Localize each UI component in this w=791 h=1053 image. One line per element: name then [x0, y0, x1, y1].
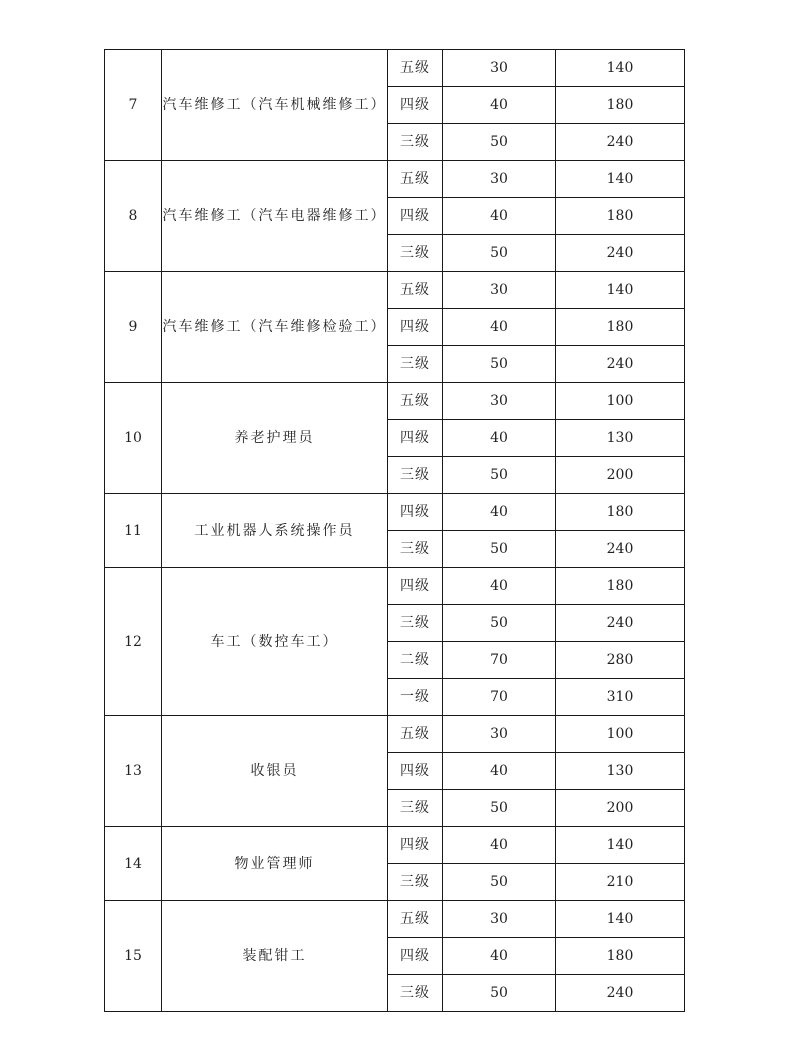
- table-row: [105, 716, 685, 753]
- value-b: 140: [556, 827, 685, 864]
- value-b: 180: [556, 568, 685, 605]
- value-a: 30: [443, 901, 556, 938]
- value-a: 50: [443, 790, 556, 827]
- value-b: 140: [556, 50, 685, 87]
- value-b: 200: [556, 790, 685, 827]
- table-row: [105, 383, 685, 420]
- value-b: 240: [556, 235, 685, 272]
- value-a: 40: [443, 568, 556, 605]
- value-a: 50: [443, 124, 556, 161]
- occupation-name: 汽车维修工（汽车维修检验工）: [162, 272, 388, 383]
- skill-level: 五级: [388, 272, 443, 309]
- skill-level: 三级: [388, 975, 443, 1012]
- table-body: [105, 50, 685, 1012]
- value-a: 50: [443, 457, 556, 494]
- value-a: 50: [443, 531, 556, 568]
- value-a: 70: [443, 642, 556, 679]
- occupation-name: 养老护理员: [162, 383, 388, 494]
- skill-level: 三级: [388, 346, 443, 383]
- skill-level: 三级: [388, 235, 443, 272]
- value-a: 30: [443, 50, 556, 87]
- value-b: 130: [556, 420, 685, 457]
- skill-level: 二级: [388, 642, 443, 679]
- occupation-name: 物业管理师: [162, 827, 388, 901]
- skill-level: 一级: [388, 679, 443, 716]
- occupation-name: 车工（数控车工）: [162, 568, 388, 716]
- skill-level: 五级: [388, 161, 443, 198]
- table-row: [105, 50, 685, 87]
- value-b: 140: [556, 901, 685, 938]
- occupation-name: 工业机器人系统操作员: [162, 494, 388, 568]
- skill-level: 五级: [388, 50, 443, 87]
- table-row: [105, 161, 685, 198]
- table-row: [105, 272, 685, 309]
- item-number: 15: [105, 901, 162, 1012]
- skill-level: 五级: [388, 383, 443, 420]
- value-b: 140: [556, 272, 685, 309]
- occupation-name: 装配钳工: [162, 901, 388, 1012]
- value-a: 40: [443, 753, 556, 790]
- skill-level: 四级: [388, 309, 443, 346]
- value-b: 240: [556, 975, 685, 1012]
- value-a: 40: [443, 198, 556, 235]
- skill-level: 四级: [388, 938, 443, 975]
- occupation-name: 汽车维修工（汽车电器维修工）: [162, 161, 388, 272]
- item-number: 11: [105, 494, 162, 568]
- skill-level: 五级: [388, 716, 443, 753]
- skill-level: 四级: [388, 87, 443, 124]
- skill-level: 三级: [388, 531, 443, 568]
- fee-table: [104, 49, 685, 1012]
- item-number: 7: [105, 50, 162, 161]
- value-b: 180: [556, 938, 685, 975]
- item-number: 10: [105, 383, 162, 494]
- skill-level: 三级: [388, 124, 443, 161]
- value-b: 240: [556, 605, 685, 642]
- value-a: 50: [443, 346, 556, 383]
- value-a: 70: [443, 679, 556, 716]
- occupation-name: 收银员: [162, 716, 388, 827]
- skill-level: 四级: [388, 568, 443, 605]
- value-b: 280: [556, 642, 685, 679]
- skill-level: 四级: [388, 753, 443, 790]
- value-a: 30: [443, 272, 556, 309]
- value-b: 180: [556, 198, 685, 235]
- skill-level: 四级: [388, 494, 443, 531]
- value-b: 130: [556, 753, 685, 790]
- table-row: [105, 827, 685, 864]
- table-row: [105, 901, 685, 938]
- item-number: 13: [105, 716, 162, 827]
- value-b: 200: [556, 457, 685, 494]
- value-a: 50: [443, 235, 556, 272]
- value-b: 240: [556, 531, 685, 568]
- skill-level: 五级: [388, 901, 443, 938]
- value-a: 50: [443, 864, 556, 901]
- value-a: 50: [443, 975, 556, 1012]
- skill-level: 三级: [388, 605, 443, 642]
- value-b: 240: [556, 124, 685, 161]
- value-b: 180: [556, 309, 685, 346]
- value-b: 180: [556, 87, 685, 124]
- item-number: 9: [105, 272, 162, 383]
- skill-level: 三级: [388, 790, 443, 827]
- value-a: 40: [443, 494, 556, 531]
- table-row: [105, 568, 685, 605]
- table-row: [105, 494, 685, 531]
- skill-level: 四级: [388, 198, 443, 235]
- value-b: 100: [556, 716, 685, 753]
- item-number: 14: [105, 827, 162, 901]
- value-a: 30: [443, 716, 556, 753]
- item-number: 12: [105, 568, 162, 716]
- value-b: 210: [556, 864, 685, 901]
- value-a: 40: [443, 420, 556, 457]
- value-b: 180: [556, 494, 685, 531]
- value-b: 100: [556, 383, 685, 420]
- occupation-name: 汽车维修工（汽车机械维修工）: [162, 50, 388, 161]
- value-a: 40: [443, 938, 556, 975]
- value-a: 50: [443, 605, 556, 642]
- skill-level: 三级: [388, 457, 443, 494]
- value-b: 140: [556, 161, 685, 198]
- value-a: 40: [443, 309, 556, 346]
- value-a: 30: [443, 383, 556, 420]
- skill-level: 三级: [388, 864, 443, 901]
- skill-level: 四级: [388, 420, 443, 457]
- value-a: 40: [443, 827, 556, 864]
- item-number: 8: [105, 161, 162, 272]
- value-b: 310: [556, 679, 685, 716]
- value-a: 40: [443, 87, 556, 124]
- value-a: 30: [443, 161, 556, 198]
- skill-level: 四级: [388, 827, 443, 864]
- value-b: 240: [556, 346, 685, 383]
